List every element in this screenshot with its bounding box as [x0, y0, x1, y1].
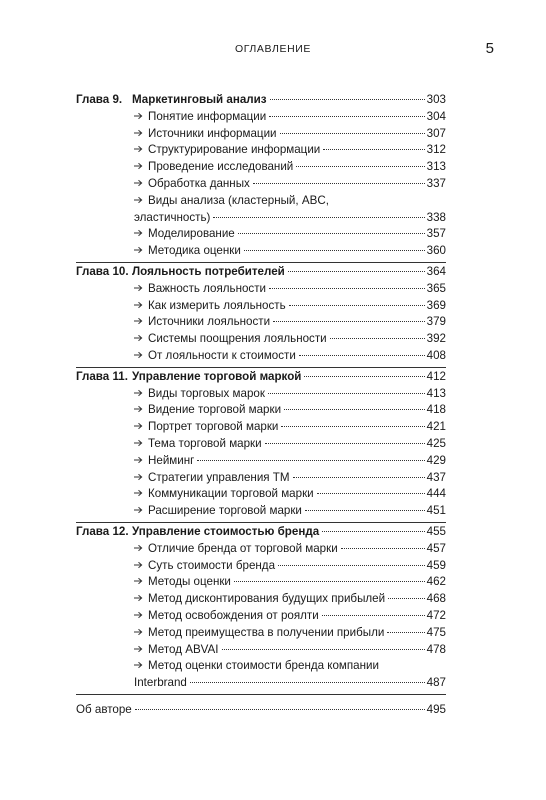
dot-leader: [305, 510, 425, 511]
toc-entry-title-cont: Interbrand: [134, 676, 187, 690]
toc-entry[interactable]: [76, 142, 446, 159]
table-of-contents: [76, 92, 446, 719]
toc-entry-title: Важность лояльности: [148, 281, 267, 295]
dot-leader: [288, 271, 425, 272]
chapter-page: 303: [426, 93, 446, 106]
arrow-right-icon: [134, 109, 148, 126]
toc-entry-page: 408: [426, 348, 446, 362]
toc-entry[interactable]: [76, 658, 446, 692]
dot-leader: [273, 321, 425, 322]
arrow-right-icon: [134, 608, 148, 625]
arrow-right-icon: [134, 159, 148, 176]
arrow-right-icon: [134, 314, 148, 331]
chapter-title: Управление стоимостью бренда: [132, 524, 320, 538]
toc-entry[interactable]: [76, 642, 446, 659]
toc-entry-title: Метод оценки стоимости бренда компании: [148, 659, 379, 673]
dot-leader: [387, 632, 424, 633]
arrow-right-icon: [134, 193, 148, 210]
toc-entry[interactable]: [76, 541, 446, 558]
dot-leader: [323, 149, 424, 150]
toc-entry-title: Суть стоимости бренда: [148, 558, 276, 572]
dot-leader: [244, 250, 425, 251]
dot-leader: [293, 477, 425, 478]
toc-entry[interactable]: [76, 314, 446, 331]
dot-leader: [238, 233, 425, 234]
toc-entry-page: 392: [426, 332, 446, 346]
toc-entry-title: Виды торговых марок: [148, 386, 265, 400]
arrow-right-icon: [134, 486, 148, 503]
toc-entry-page: 304: [426, 109, 446, 123]
toc-entry-page: 487: [426, 676, 446, 690]
arrow-right-icon: [134, 348, 148, 365]
toc-entry-title: Методика оценки: [148, 244, 241, 258]
chapter-page: 412: [426, 369, 446, 383]
arrow-right-icon: [134, 591, 148, 608]
toc-entry-title: Метод преимущества в получении прибыли: [148, 625, 385, 639]
dot-leader: [269, 116, 424, 117]
toc-entry-page: 444: [426, 487, 446, 501]
chapter-page: 364: [426, 264, 446, 278]
running-title: ОГЛАВЛЕНИЕ: [234, 43, 312, 55]
dot-leader: [296, 166, 424, 167]
toc-entry[interactable]: [76, 419, 446, 436]
toc-entry-page: 478: [426, 642, 446, 656]
toc-entry-page: 337: [426, 176, 446, 190]
dot-leader: [322, 615, 425, 616]
arrow-right-icon: [134, 541, 148, 558]
toc-entry-page: 437: [426, 470, 446, 484]
arrow-right-icon: [134, 226, 148, 243]
toc-entry-title: Моделирование: [148, 227, 235, 241]
toc-entry-page: 425: [426, 436, 446, 450]
toc-entry[interactable]: [76, 558, 446, 575]
arrow-right-icon: [134, 574, 148, 591]
arrow-right-icon: [134, 126, 148, 143]
toc-entry-page: 369: [426, 298, 446, 312]
dot-leader: [284, 409, 425, 410]
about-author-title: Об авторе: [76, 702, 132, 716]
toc-entry-page: 429: [426, 453, 446, 467]
arrow-right-icon: [134, 470, 148, 487]
arrow-right-icon: [134, 453, 148, 470]
toc-entry-page: 307: [426, 126, 446, 140]
toc-entry-title: Коммуникации торговой марки: [148, 487, 314, 501]
page-number: 5: [485, 40, 494, 57]
arrow-right-icon: [134, 436, 148, 453]
toc-entry-page: 379: [426, 315, 446, 329]
dot-leader: [322, 531, 425, 532]
dot-leader: [268, 393, 425, 394]
toc-entry-page: 459: [426, 558, 446, 572]
dot-leader: [213, 217, 424, 218]
chapter-heading[interactable]: [76, 524, 446, 541]
chapter-number: Глава 11.: [76, 369, 128, 383]
toc-entry[interactable]: [76, 348, 446, 365]
toc-entry-title: Проведение исследований: [148, 160, 294, 174]
dot-leader: [135, 709, 425, 710]
toc-entry[interactable]: [76, 126, 446, 143]
toc-entry-page: 475: [426, 625, 446, 639]
toc-entry-page: 413: [426, 386, 446, 400]
arrow-right-icon: [134, 658, 148, 675]
toc-entry-line: [134, 210, 446, 227]
toc-entry-title: Структурирование информации: [148, 143, 321, 157]
chapter-number: Глава 10.: [76, 264, 129, 278]
toc-entry-page: 360: [426, 244, 446, 258]
toc-entry[interactable]: [76, 574, 446, 591]
arrow-right-icon: [134, 386, 148, 403]
toc-entry-title: Метод освобождения от роялти: [148, 608, 319, 622]
toc-entry[interactable]: [76, 298, 446, 315]
toc-entry-title: Источники информации: [148, 126, 277, 140]
toc-entry-title: От лояльности к стоимости: [148, 348, 296, 362]
chapter-title: Управление торговой маркой: [132, 369, 302, 383]
toc-entry-line: [134, 193, 446, 210]
dot-leader: [341, 548, 425, 549]
toc-entry[interactable]: [76, 470, 446, 487]
arrow-right-icon: [134, 503, 148, 520]
toc-entry[interactable]: [76, 176, 446, 193]
dot-leader: [317, 493, 425, 494]
toc-entry-title: Отличие бренда от торговой марки: [148, 541, 338, 555]
toc-entry[interactable]: [76, 402, 446, 419]
arrow-right-icon: [134, 142, 148, 159]
about-author-page: 495: [426, 702, 446, 716]
toc-entry-title: Понятие информации: [148, 109, 267, 123]
arrow-right-icon: [134, 176, 148, 193]
toc-entry-title: Расширение торговой марки: [148, 504, 302, 518]
toc-entry[interactable]: [76, 159, 446, 176]
dot-leader: [281, 426, 424, 427]
toc-entry-title: Видение торговой марки: [148, 403, 282, 417]
toc-entry-title: Виды анализа (кластерный, ABC,: [148, 193, 329, 207]
toc-chapter: [76, 369, 446, 523]
arrow-right-icon: [134, 642, 148, 659]
toc-entry[interactable]: [76, 591, 446, 608]
chapter-heading[interactable]: [76, 264, 446, 281]
running-header: [0, 40, 546, 60]
arrow-right-icon: [134, 281, 148, 298]
toc-entry-title: Нейминг: [148, 453, 195, 467]
toc-entry-page: 468: [426, 592, 446, 606]
toc-entry-page: 357: [426, 227, 446, 241]
dot-leader: [190, 682, 425, 683]
arrow-right-icon: [134, 558, 148, 575]
dot-leader: [265, 443, 425, 444]
dot-leader: [388, 598, 425, 599]
toc-entry-title: Метод ABVAI: [148, 642, 219, 656]
chapter-title: Маркетинговый анализ: [132, 93, 267, 106]
toc-entry-title: Как измерить лояльность: [148, 298, 286, 312]
toc-entry[interactable]: [76, 503, 446, 520]
dot-leader: [197, 460, 424, 461]
toc-entry-page: 421: [426, 420, 446, 434]
arrow-right-icon: [134, 298, 148, 315]
dot-leader: [270, 99, 425, 100]
toc-entry[interactable]: [76, 608, 446, 625]
chapter-title: Лояльность потребителей: [132, 264, 285, 278]
dot-leader: [253, 183, 425, 184]
toc-entry[interactable]: [76, 436, 446, 453]
toc-entry-title: Тема торговой марки: [148, 436, 262, 450]
toc-entry-page: 313: [426, 160, 446, 174]
dot-leader: [289, 305, 425, 306]
toc-entry[interactable]: [76, 109, 446, 126]
toc-chapter: [76, 92, 446, 263]
toc-entry[interactable]: [76, 486, 446, 503]
toc-entry-page: 312: [426, 143, 446, 157]
dot-leader: [280, 133, 425, 134]
about-author-entry[interactable]: [76, 702, 446, 719]
toc-entry-title: Системы поощрения лояльности: [148, 332, 327, 346]
toc-entry-page: 451: [426, 504, 446, 518]
arrow-right-icon: [134, 419, 148, 436]
toc-chapter: [76, 524, 446, 695]
chapter-heading[interactable]: [76, 369, 446, 386]
toc-entry-line: [134, 658, 446, 675]
arrow-right-icon: [134, 331, 148, 348]
toc-entry[interactable]: [76, 243, 446, 260]
chapter-page: 455: [426, 524, 446, 538]
toc-entry[interactable]: [76, 386, 446, 403]
toc-entry-title-cont: эластичность): [134, 210, 211, 224]
chapter-number: Глава 9.: [76, 93, 123, 106]
toc-entry-line: [134, 675, 446, 692]
toc-entry-page: 462: [426, 575, 446, 589]
toc-entry[interactable]: [76, 331, 446, 348]
toc-entry-title: Стратегии управления ТМ: [148, 470, 290, 484]
arrow-right-icon: [134, 243, 148, 260]
toc-entry[interactable]: [76, 281, 446, 298]
toc-entry[interactable]: [76, 193, 446, 227]
arrow-right-icon: [134, 625, 148, 642]
toc-entry[interactable]: [76, 625, 446, 642]
toc-entry-title: Метод дисконтирования будущих прибылей: [148, 592, 386, 606]
toc-entry-title: Источники лояльности: [148, 315, 271, 329]
dot-leader: [269, 288, 425, 289]
toc-entry-page: 418: [426, 403, 446, 417]
toc-entry[interactable]: [76, 453, 446, 470]
toc-entry-page: 457: [426, 541, 446, 555]
toc-chapter: [76, 264, 446, 368]
toc-entry-page: 338: [426, 210, 446, 224]
dot-leader: [304, 376, 424, 377]
dot-leader: [330, 338, 425, 339]
dot-leader: [278, 565, 425, 566]
toc-entry[interactable]: [76, 226, 446, 243]
toc-entry-title: Портрет торговой марки: [148, 420, 279, 434]
dot-leader: [299, 355, 425, 356]
chapter-number: Глава 12.: [76, 524, 129, 538]
toc-entry-page: 365: [426, 281, 446, 295]
dot-leader: [234, 581, 425, 582]
chapter-heading[interactable]: [76, 92, 446, 109]
arrow-right-icon: [134, 402, 148, 419]
toc-entry-title: Обработка данных: [148, 176, 250, 190]
toc-entry-title: Методы оценки: [148, 575, 231, 589]
toc-entry-page: 472: [426, 608, 446, 622]
dot-leader: [222, 649, 425, 650]
